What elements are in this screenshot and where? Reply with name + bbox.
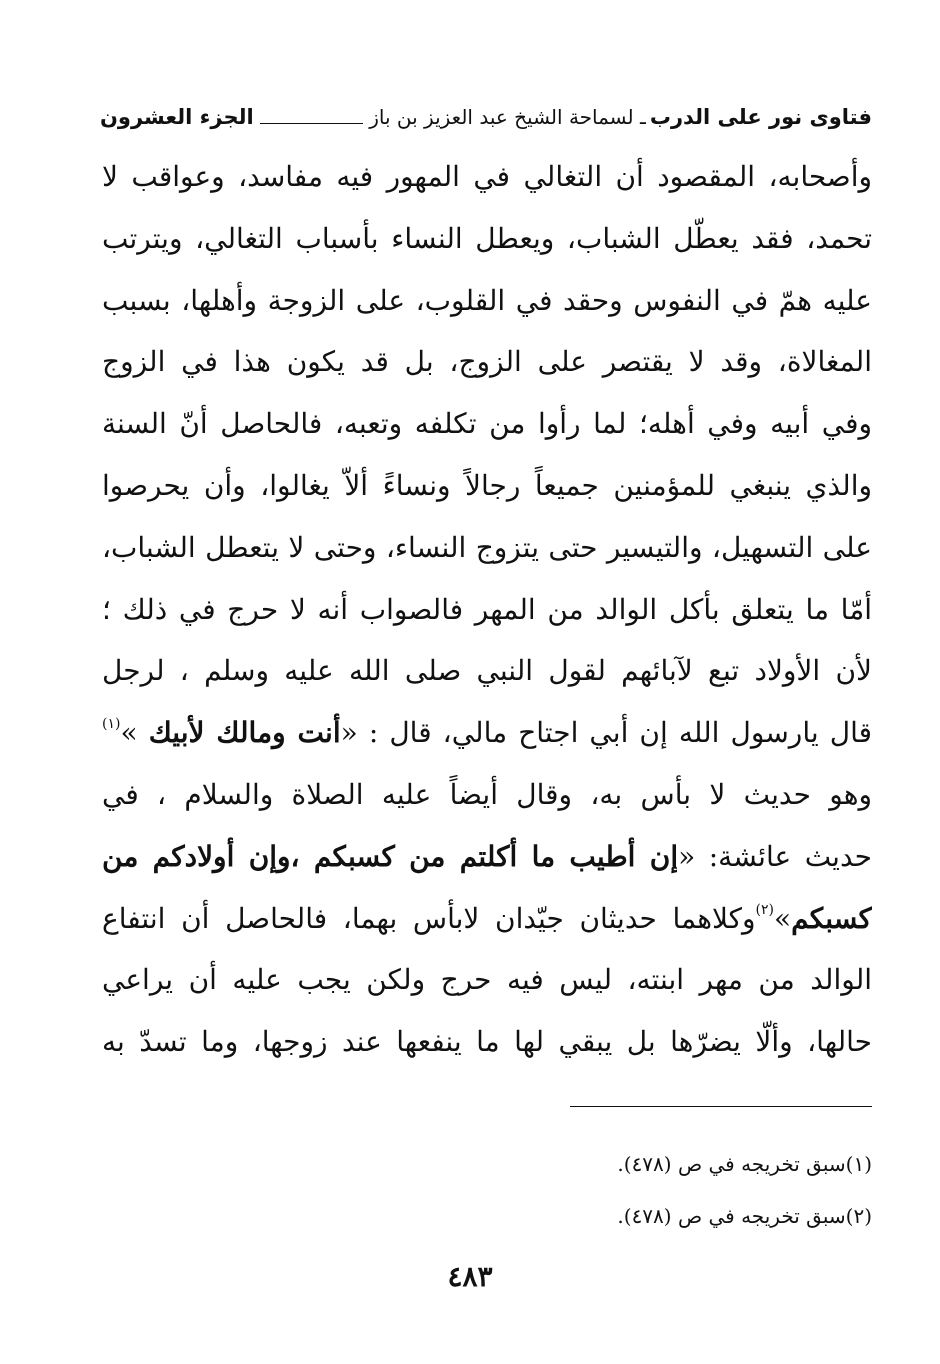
footnote-ref-2[interactable]: (٢) (755, 901, 774, 918)
text-line-hadith-2: حديث عائشة: «إن أطيب ما أكلتم من كسبكم ،وإن أولادكم من (102, 839, 872, 873)
text-line: والذي ينبغي للمؤمنين جميعاً رجالاً ونساءً ألاّ يغالوا، وأن يحرصوا (102, 468, 872, 502)
hadith-quote: إن أطيب ما أكلتم من كسبكم ،وإن أولادكم من (102, 839, 679, 873)
text-line: تحمد، فقد يعطّل الشباب، ويعطل النساء بأسباب التغالي، ويترتب (102, 221, 872, 255)
footnote-text: سبق تخريجه في ص (٤٧٨). (617, 1152, 846, 1176)
footnote-ref-1[interactable]: (١) (102, 716, 121, 733)
text-line: حالها، وألّا يضرّها بل يبقي لها ما ينفعها عند زوجها، وما تسدّ به (102, 1025, 872, 1059)
text-line: لأن الأولاد تبع لآبائهم لقول النبي صلى الله عليه وسلم ، لرجل (102, 654, 872, 688)
text-line: على التسهيل، والتيسير حتى يتزوج النساء، وحتى لا يتعطل الشباب، (102, 530, 872, 564)
footnote-text: سبق تخريجه في ص (٤٧٨). (617, 1204, 846, 1228)
footnote-2 (617, 1196, 872, 1248)
page-number: ٤٨٣ (447, 1260, 493, 1293)
hadith-quote: أنت ومالك لأبيك (148, 716, 341, 750)
header-rule (260, 111, 364, 124)
footnote-1 (617, 1144, 872, 1196)
text-line: وفي أبيه وفي أهله؛ لما رأوا من تكلفه وتعبه، فالحاصل أنّ السنة (102, 407, 872, 441)
text-line-hadith-2-end: كسبكم»$^{(٢)}$وكلاهما حديثان جيّدان لابأس بهما، فالحاصل أن انتفاع (102, 901, 872, 935)
book-title: فتاوى نور على الدرب (649, 105, 872, 129)
text-line: وأصحابه، المقصود أن التغالي في المهور فيه مفاسد، وعواقب لا (102, 160, 872, 193)
footnotes (617, 1144, 872, 1248)
footnote-label: (١) (845, 1152, 872, 1176)
main-text (102, 146, 872, 1073)
text-line: عليه همّ في النفوس وحقد في القلوب، على الزوجة وأهلها، بسبب (102, 283, 872, 317)
text-line: وهو حديث لا بأس به، وقال أيضاً عليه الصلاة والسلام ، في (102, 777, 872, 811)
author-line: ـ لسماحة الشيخ عبد العزيز بن باز (369, 105, 646, 129)
footnote-separator (570, 1106, 872, 1107)
text-line: الوالد من مهر ابنته، ليس فيه حرج ولكن يجب عليه أن يراعي (102, 963, 872, 997)
running-header (100, 100, 872, 134)
part-label: الجزء العشرون (100, 105, 254, 129)
text-line: المغالاة، وقد لا يقتصر على الزوج، بل قد يكون هذا في الزوج (102, 345, 872, 379)
footnote-label: (٢) (845, 1204, 872, 1228)
text-line: أمّا ما يتعلق بأكل الوالد من المهر فالصواب أنه لا حرج في ذلك ؛ (102, 592, 872, 626)
hadith-quote: كسبكم (791, 901, 872, 935)
text-line-hadith-1: قال يارسول الله إن أبي اجتاح مالي، قال : «أنت ومالك لأبيك »$^{(١)}$ (102, 716, 872, 750)
